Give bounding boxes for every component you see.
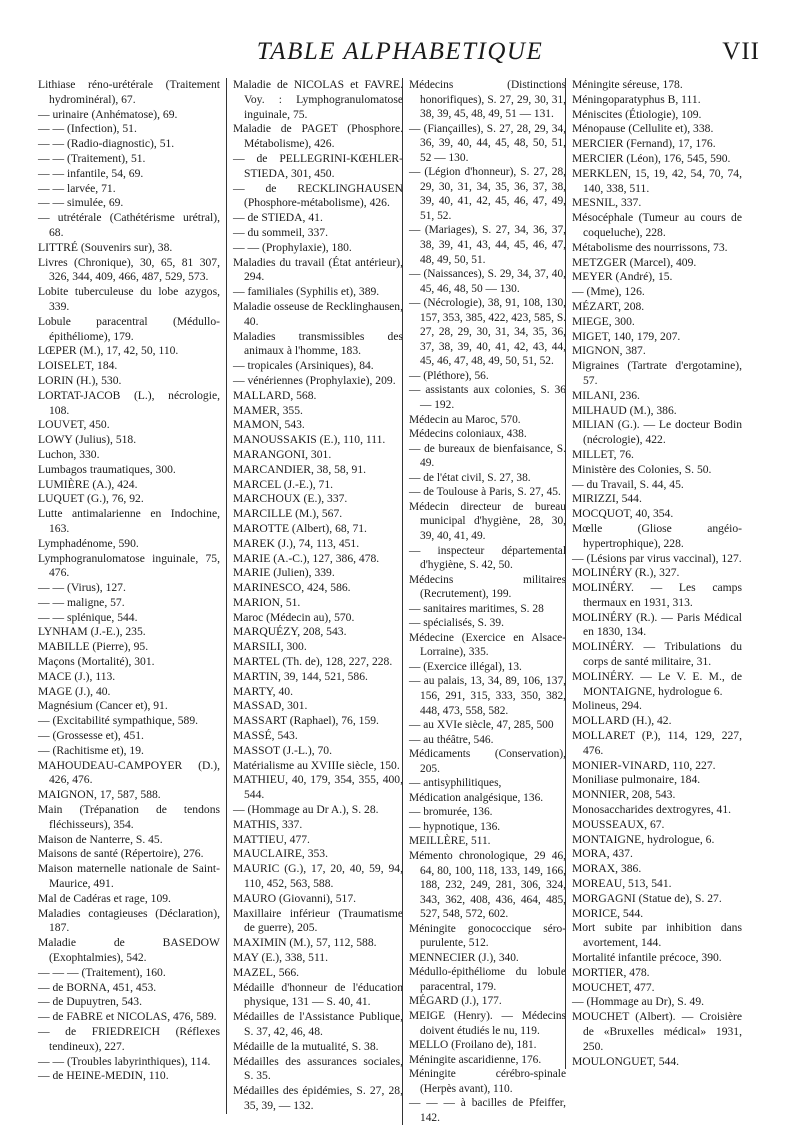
index-entry: MESNIL, 337. bbox=[572, 196, 642, 210]
index-entry: Maçons (Mortalité), 301. bbox=[38, 655, 155, 669]
index-entry: METZGER (Marcel), 409. bbox=[572, 255, 697, 269]
page-number: VII bbox=[722, 38, 760, 65]
index-entry: Médailles des assurances sociales, S. 35. bbox=[233, 1054, 403, 1083]
index-entry: — de Toulouse à Paris, S. 27, 45. bbox=[409, 486, 561, 499]
index-entry: Lumbagos traumatiques, 300. bbox=[38, 462, 176, 476]
index-entry: LUMIÈRE (A.), 424. bbox=[38, 477, 138, 491]
index-entry: Médecine (Exercice en Alsace-Lorraine), 335. bbox=[409, 631, 566, 659]
index-entry: Mésocéphale (Tumeur au cours de coqueluche), 228. bbox=[572, 211, 742, 239]
index-entry: MEIGE (Henry). — Médecins doivent étudiés le nu, 119. bbox=[409, 1010, 566, 1037]
index-entry: — hypnotique, 136. bbox=[409, 820, 501, 833]
index-entry: Médullo-épithéliome du lobule paracentral, 179. bbox=[409, 966, 566, 993]
index-columns bbox=[0, 78, 800, 1138]
index-entry: Mœlle (Gliose angéio-hypertrophique), 228. bbox=[572, 521, 742, 550]
index-entry: — — — (Traitement), 160. bbox=[38, 965, 166, 979]
index-entry: MILIAN (G.). — Le docteur Bodin (nécrologie), 422. bbox=[572, 418, 742, 447]
index-entry: — de FRIEDREICH (Réflexes tendineux), 227. bbox=[38, 1025, 220, 1053]
index-entry: MAHOUDEAU-CAMPOYER (D.), 426, 476. bbox=[38, 758, 220, 787]
index-entry: MAXIMIN (M.), 57, 112, 588. bbox=[233, 936, 377, 950]
index-entry: Lymphadénome, 590. bbox=[38, 536, 139, 550]
index-entry: MOUCHET, 477. bbox=[572, 980, 655, 994]
index-entry: — (Pléthore), 56. bbox=[409, 369, 489, 382]
index-entry: — au XVIe siècle, 47, 285, 500 bbox=[409, 719, 554, 732]
index-entry: MAMON, 543. bbox=[233, 418, 305, 432]
index-entry: Maison maternelle nationale de Saint-Maurice, 491. bbox=[38, 862, 220, 891]
index-entry: Livres (Chronique), 30, 65, 81 307, 326, 344, 409, 466, 487, 529, 573. bbox=[38, 255, 220, 284]
index-entry: MAUCLAIRE, 353. bbox=[233, 847, 329, 861]
index-entry: MATHIS, 337. bbox=[233, 817, 303, 831]
index-entry: — tropicales (Arsiniques), 84. bbox=[233, 359, 374, 373]
index-entry: MOUCHET (Albert). — Croisière de «Bruxelles médical» 1931, 250. bbox=[572, 1010, 742, 1053]
index-entry: — bromurée, 136. bbox=[409, 806, 493, 819]
index-entry: MENNECIER (J.), 340. bbox=[409, 951, 519, 964]
index-entry: MASSART (Raphael), 76, 159. bbox=[233, 714, 379, 728]
index-entry: — familiales (Syphilis et), 389. bbox=[233, 285, 380, 299]
index-entry: — (Grossesse et), 451. bbox=[38, 729, 144, 743]
index-entry: Migraines (Tartrate d'ergotamine), 57. bbox=[572, 359, 742, 387]
index-entry: Maladie osseuse de Recklinghausen, 40. bbox=[233, 299, 403, 328]
index-entry: — — (Virus), 127. bbox=[38, 581, 126, 595]
index-entry: LUQUET (G.), 76, 92. bbox=[38, 492, 144, 506]
index-entry: — — infantile, 54, 69. bbox=[38, 166, 144, 180]
index-entry: MABILLE (Pierre), 95. bbox=[38, 640, 149, 654]
index-entry: — de FABRE et NICOLAS, 476, 589. bbox=[38, 1010, 217, 1024]
index-entry: MARANGONI, 301. bbox=[233, 447, 332, 461]
index-entry: Métabolisme des nourrissons, 73. bbox=[572, 240, 728, 254]
index-entry: MONNIER, 208, 543. bbox=[572, 788, 676, 802]
index-entry: MEYER (André), 15. bbox=[572, 270, 673, 284]
index-entry: — — (Prophylaxie), 180. bbox=[233, 240, 352, 254]
index-entry: MERKLEN, 15, 19, 42, 54, 70, 74, 140, 338, 511. bbox=[572, 166, 742, 195]
index-entry: LOWY (Julius), 518. bbox=[38, 433, 137, 447]
index-entry: — de HEINE-MEDIN, 110. bbox=[38, 1069, 169, 1083]
index-entry: — — simulée, 69. bbox=[38, 196, 124, 210]
page-title: TABLE ALPHABETIQUE bbox=[256, 38, 544, 65]
index-entry: Maladies contagieuses (Déclaration), 187. bbox=[38, 906, 220, 935]
index-entry: MOLINÉRY. — Les camps thermaux en 1931, 313. bbox=[572, 581, 742, 609]
index-entry: Médecin directeur de bureau municipal d'hygiène, 28, 30, 39, 40, 41, 49. bbox=[409, 500, 566, 542]
index-entry: MONIER-VINARD, 110, 227. bbox=[572, 758, 716, 772]
index-entry: Méningite ascaridienne, 176. bbox=[409, 1053, 542, 1066]
index-entry: MIGNON, 387. bbox=[572, 344, 646, 358]
index-entry: Maladie de BASEDOW (Exophtalmies), 542. bbox=[38, 936, 220, 965]
index-entry: — (Rachitisme et), 19. bbox=[38, 743, 144, 757]
index-entry: — (Mariages), S. 27, 34, 36, 37, 38, 39, 41, 43, 44, 45, 46, 47, 48, 49, 50, 51. bbox=[409, 224, 566, 266]
index-entry: Lithiase réno-urétérale (Traitement hydrominéral), 67. bbox=[38, 78, 220, 106]
index-entry: MARCHOUX (E.), 337. bbox=[233, 492, 348, 506]
index-entry: Maladie de PAGET (Phosphore. Métabolisme), 426. bbox=[233, 122, 403, 151]
index-entry: LORIN (H.), 530. bbox=[38, 373, 122, 387]
index-entry: MILLET, 76. bbox=[572, 447, 634, 461]
index-entry: — — (Infection), 51. bbox=[38, 122, 137, 136]
index-entry: MAURIC (G.), 17, 20, 40, 59, 94, 110, 452, 563, 588. bbox=[233, 862, 403, 891]
index-entry: Médailles de l'Assistance Publique, S. 37, 42, 46, 48. bbox=[233, 1010, 403, 1038]
index-entry: — spécialisés, S. 39. bbox=[409, 617, 504, 630]
index-entry: — (Excitabilité sympathique, 589. bbox=[38, 714, 199, 728]
index-entry: — — (Troubles labyrinthiques), 114. bbox=[38, 1054, 211, 1068]
index-entry: LORTAT-JACOB (L.), nécrologie, 108. bbox=[38, 388, 220, 417]
index-entry: MOLINÉRY (R.). — Paris Médical en 1830, 134. bbox=[572, 610, 742, 639]
index-entry: — vénériennes (Prophylaxie), 209. bbox=[233, 373, 396, 387]
index-entry: MIRIZZI, 544. bbox=[572, 492, 642, 506]
index-entry: Mémento chronologique, 29 46, 64, 80, 100, 118, 133, 149, 166, 188, 232, 249, 281, 306, 324, 343, 362, 408, 436, 464, 485, 527, 548, 572, 602. bbox=[409, 849, 566, 921]
index-entry: — (Nécrologie), 38, 91, 108, 130, 157, 353, 385, 422, 423, 585, S. 27, 28, 29, 30, 31, 34, 35, 36, 37, 38, 39, 40, 41, 42, 43, 44, 45, 46, 47, 48, 49, 50, 51, 52. bbox=[409, 297, 566, 368]
index-entry: MATTIEU, 477. bbox=[233, 832, 310, 846]
index-entry: LŒPER (M.), 17, 42, 50, 110. bbox=[38, 344, 179, 358]
index-entry: — (Naissances), S. 29, 34, 37, 40, 45, 46, 48, 50 — 130. bbox=[409, 268, 566, 295]
index-entry: Magnésium (Cancer et), 91. bbox=[38, 699, 168, 713]
index-entry: — de PELLEGRINI-KŒHLER-STIEDA, 301, 450. bbox=[233, 151, 403, 180]
index-entry: — urinaire (Anhématose), 69. bbox=[38, 107, 178, 121]
index-entry: Méningite séreuse, 178. bbox=[572, 78, 683, 91]
index-entry: Maladie de NICOLAS et FAVRE. Voy. : Lymphogranulomatose inguinale, 75. bbox=[233, 78, 403, 121]
index-entry: MOLINÉRY (R.), 327. bbox=[572, 566, 680, 580]
index-entry: MARTEL (Th. de), 128, 227, 228. bbox=[233, 655, 393, 669]
index-entry: MÉGARD (J.), 177. bbox=[409, 995, 502, 1008]
index-entry: — assistants aux colonies, S. 36 — 192. bbox=[409, 384, 566, 412]
index-entry: MEILLÈRE, 511. bbox=[409, 835, 491, 848]
index-entry: MORICE, 544. bbox=[572, 906, 644, 920]
index-entry: Médaille d'honneur de l'éducation physique, 131 — S. 40, 41. bbox=[233, 980, 403, 1009]
index-entry: MARIE (A.-C.), 127, 386, 478. bbox=[233, 551, 380, 565]
index-entry: MORGAGNI (Statue de), S. 27. bbox=[572, 891, 722, 905]
index-entry: Molineus, 294. bbox=[572, 699, 642, 713]
index-entry: — inspecteur départemental d'hygiène, S. 42, 50. bbox=[409, 544, 566, 572]
index-entry: Médication analgésique, 136. bbox=[409, 791, 544, 804]
index-entry: MASSAD, 301. bbox=[233, 699, 308, 713]
index-entry: — — (Traitement), 51. bbox=[38, 151, 146, 165]
index-entry: MATHIEU, 40, 179, 354, 355, 400, 544. bbox=[233, 773, 403, 802]
index-entry: Méniscites (Étiologie), 109. bbox=[572, 107, 702, 121]
index-entry: — au théâtre, 546. bbox=[409, 733, 494, 746]
index-entry: — utrétérale (Cathétérisme urétral), 68. bbox=[38, 211, 220, 239]
index-entry: — antisyphilitiques, bbox=[409, 777, 502, 790]
index-entry: MAMER, 355. bbox=[233, 403, 303, 417]
index-entry: LITTRÉ (Souvenirs sur), 38. bbox=[38, 240, 173, 254]
index-entry: — de bureaux de bienfaisance, S. 49. bbox=[409, 442, 566, 470]
index-entry: Médecins militaires (Recrutement), 199. bbox=[409, 573, 566, 601]
index-entry: Méningite cérébro-spinale (Herpès avant), 110. bbox=[409, 1068, 566, 1095]
index-entry: MARIE (Julien), 339. bbox=[233, 566, 335, 580]
index-entry: — du Travail, S. 44, 45. bbox=[572, 477, 684, 491]
index-entry: MAGE (J.), 40. bbox=[38, 684, 111, 698]
index-entry: LYNHAM (J.-E.), 235. bbox=[38, 625, 146, 639]
index-entry: Lymphogranulomatose inguinale, 75, 476. bbox=[38, 551, 220, 580]
index-entry: Maladies du travail (État antérieur), 294. bbox=[233, 255, 403, 284]
index-entry: Matérialisme au XVIIIe siècle, 150. bbox=[233, 758, 400, 772]
index-entry: Lutte antimalarienne en Indochine, 163. bbox=[38, 507, 220, 535]
index-entry: MARCILLE (M.), 567. bbox=[233, 507, 343, 521]
index-entry: MALLARD, 568. bbox=[233, 388, 317, 402]
index-entry: Ministère des Colonies, S. 50. bbox=[572, 462, 712, 476]
index-entry: MARTY, 40. bbox=[233, 684, 293, 698]
index-entry: Maladies transmissibles des animaux à l'homme, 183. bbox=[233, 329, 403, 358]
index-entry: MIEGE, 300. bbox=[572, 314, 635, 328]
index-entry: — — larvée, 71. bbox=[38, 181, 116, 195]
index-entry: MOCQUOT, 40, 354. bbox=[572, 507, 674, 521]
index-entry: MOREAU, 513, 541. bbox=[572, 877, 672, 891]
index-entry: — (Lésions par virus vaccinal), 127. bbox=[572, 551, 742, 565]
index-entry: Lobite tuberculeuse du lobe azygos, 339. bbox=[38, 285, 220, 313]
index-entry: MAY (E.), 338, 511. bbox=[233, 951, 329, 965]
index-entry: — (Légion d'honneur), S. 27, 28, 29, 30, 31, 34, 35, 36, 37, 38, 39, 40, 41, 42, 45, 46, 47, 49, 51, 52. bbox=[409, 166, 566, 222]
index-entry: MARTIN, 39, 144, 521, 586. bbox=[233, 669, 368, 683]
index-entry: MASSÉ, 543. bbox=[233, 729, 298, 743]
index-entry: Médecin au Maroc, 570. bbox=[409, 413, 521, 426]
index-entry: MERCIER (Léon), 176, 545, 590. bbox=[572, 151, 731, 165]
index-entry: MÉZART, 208. bbox=[572, 299, 645, 313]
index-column-1 bbox=[38, 78, 220, 1084]
index-entry: MARSILI, 300. bbox=[233, 640, 307, 654]
index-entry: MOUSSEAUX, 67. bbox=[572, 817, 665, 831]
index-entry: Monosaccharides dextrogyres, 41. bbox=[572, 803, 732, 817]
index-entry: MORA, 437. bbox=[572, 847, 633, 861]
index-entry: MOLINÉRY. — Le V. E. M., de MONTAIGNE, hydrologue 6. bbox=[572, 669, 742, 698]
index-entry: MORAX, 386. bbox=[572, 862, 642, 876]
index-entry: Moniliase pulmonaire, 184. bbox=[572, 773, 701, 787]
index-entry: MAURO (Giovanni), 517. bbox=[233, 891, 357, 905]
index-entry: Médecins (Distinctions honorifiques), S. 27, 29, 30, 31, 38, 39, 45, 48, 49, 51 — 131. bbox=[409, 79, 566, 121]
index-entry: — (Exercice illégal), 13. bbox=[409, 660, 522, 673]
index-entry: — (Hommage au Dr A.), S. 28. bbox=[233, 803, 379, 817]
index-entry: Maisons de santé (Répertoire), 276. bbox=[38, 847, 204, 861]
index-entry: MILHAUD (M.), 386. bbox=[572, 403, 677, 417]
index-entry: MELLO (Froilano de), 181. bbox=[409, 1039, 537, 1052]
index-entry: — sanitaires maritimes, S. 28 bbox=[409, 602, 544, 615]
index-entry: Mortalité infantile précoce, 390. bbox=[572, 951, 722, 965]
index-entry: Lobule paracentral (Médullo-épithéliome), 179. bbox=[38, 314, 220, 343]
index-entry: — au palais, 13, 34, 89, 106, 137, 156, 291, 315, 333, 350, 382, 448, 473, 558, 582. bbox=[409, 675, 566, 717]
index-entry: LOUVET, 450. bbox=[38, 418, 110, 432]
index-entry: Maxillaire inférieur (Traumatisme de guerre), 205. bbox=[233, 906, 403, 935]
index-entry: Mort subite par inhibition dans avortement, 144. bbox=[572, 921, 742, 950]
index-entry: MONTAIGNE, hydrologue, 6. bbox=[572, 832, 715, 846]
index-entry: — (Hommage au Dr), S. 49. bbox=[572, 995, 705, 1009]
index-entry: MILANI, 236. bbox=[572, 388, 640, 402]
index-entry: — de RECKLINGHAUSEN (Phosphore-métabolisme), 426. bbox=[233, 181, 403, 210]
index-entry: MOLINÉRY. — Tribulations du corps de santé militaire, 31. bbox=[572, 640, 742, 669]
index-entry: Médicaments (Conservation), 205. bbox=[409, 748, 566, 775]
index-entry: Maison de Nanterre, S. 45. bbox=[38, 832, 163, 846]
index-entry: Main (Trépanation de tendons fléchisseurs), 354. bbox=[38, 803, 220, 831]
index-entry: Médailles des épidémies, S. 27, 28, 35, 39, — 132. bbox=[233, 1084, 403, 1112]
index-entry: Ménopause (Cellulite et), 338. bbox=[572, 122, 714, 136]
index-entry: Méningoparatyphus B, 111. bbox=[572, 92, 701, 106]
index-entry: MERCIER (Fernand), 17, 176. bbox=[572, 137, 716, 151]
index-entry: MORTIER, 478. bbox=[572, 965, 650, 979]
index-entry: MARCANDIER, 38, 58, 91. bbox=[233, 462, 367, 476]
index-entry: — — — à bacilles de Pfeiffer, 142. bbox=[409, 1097, 566, 1124]
index-entry: MAIGNON, 17, 587, 588. bbox=[38, 788, 161, 802]
index-entry: MARCEL (J.-E.), 71. bbox=[233, 477, 334, 491]
index-entry: Maroc (Médecin au), 570. bbox=[233, 610, 355, 624]
index-entry: MARION, 51. bbox=[233, 595, 301, 609]
index-column-2 bbox=[226, 78, 403, 1114]
index-entry: MASSOT (J.-L.), 70. bbox=[233, 743, 332, 757]
index-entry: — de STIEDA, 41. bbox=[233, 211, 323, 225]
index-column-3 bbox=[402, 78, 566, 1125]
index-entry: Médaille de la mutualité, S. 38. bbox=[233, 1039, 379, 1053]
index-entry: Médecins coloniaux, 438. bbox=[409, 428, 527, 441]
index-entry: — de BORNA, 451, 453. bbox=[38, 980, 157, 994]
index-entry: MACE (J.), 113. bbox=[38, 669, 116, 683]
index-entry: MOULONGUET, 544. bbox=[572, 1054, 680, 1068]
index-entry: — — (Radio-diagnostic), 51. bbox=[38, 137, 175, 151]
index-entry: MOLLARD (H.), 42. bbox=[572, 714, 672, 728]
index-entry: Méningite gonococcique séro-purulente, 512. bbox=[409, 922, 566, 950]
index-entry: LOISELET, 184. bbox=[38, 359, 118, 373]
index-entry: Mal de Cadéras et rage, 109. bbox=[38, 891, 171, 905]
index-entry: — — maligne, 57. bbox=[38, 595, 125, 609]
index-entry: Luchon, 330. bbox=[38, 447, 100, 461]
index-entry: MOLLARET (P.), 114, 129, 227, 476. bbox=[572, 729, 742, 757]
index-entry: MAROTTE (Albert), 68, 71. bbox=[233, 521, 367, 535]
index-entry: MIGET, 140, 179, 207. bbox=[572, 329, 681, 343]
index-entry: — (Fiançailles), S. 27, 28, 29, 34, 36, 39, 40, 44, 45, 48, 50, 51, 52 — 130. bbox=[409, 122, 566, 164]
index-entry: MARQUÉZY, 208, 543. bbox=[233, 625, 347, 639]
index-entry: MANOUSSAKIS (E.), 110, 111. bbox=[233, 433, 386, 447]
index-entry: — de l'état civil, S. 27, 38. bbox=[409, 471, 531, 484]
index-column-4 bbox=[565, 78, 742, 1069]
index-entry: — — splénique, 544. bbox=[38, 610, 138, 624]
page-header bbox=[0, 38, 800, 78]
index-entry: MAREK (J.), 74, 113, 451. bbox=[233, 536, 360, 550]
index-entry: — du sommeil, 337. bbox=[233, 225, 329, 239]
index-entry: — (Mme), 126. bbox=[572, 285, 645, 299]
index-entry: MAZEL, 566. bbox=[233, 965, 300, 979]
index-entry: — de Dupuytren, 543. bbox=[38, 995, 143, 1009]
index-entry: MARINESCO, 424, 586. bbox=[233, 581, 351, 595]
